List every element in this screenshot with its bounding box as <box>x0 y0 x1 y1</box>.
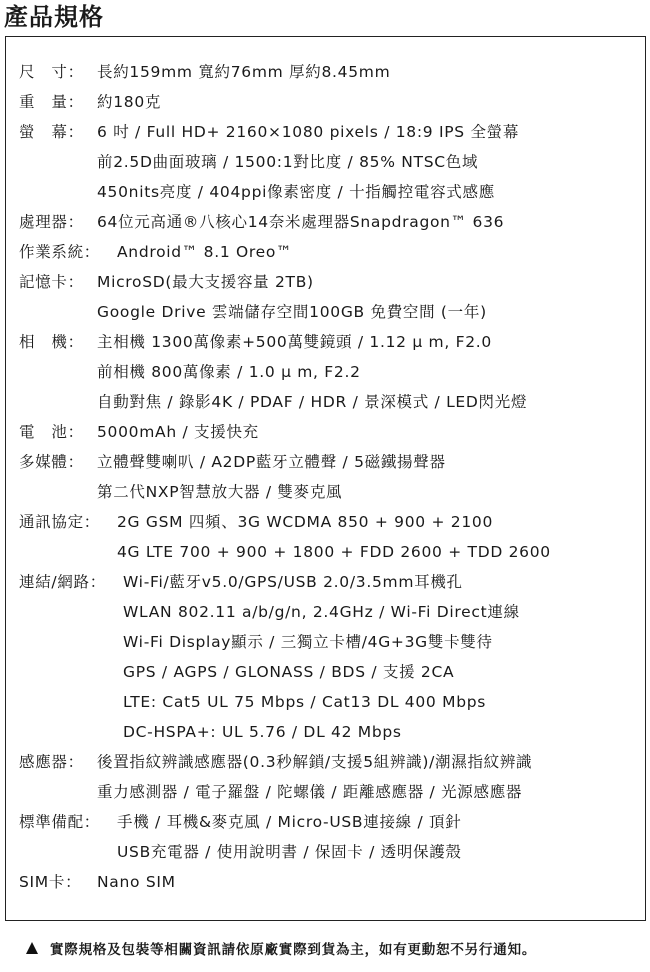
spec-row <box>19 57 644 87</box>
spec-value-line: Google Drive 雲端儲存空間100GB 免費空間 (一年) <box>97 303 487 321</box>
spec-row <box>19 507 644 567</box>
spec-value-line: 自動對焦 / 錄影4K / PDAF / HDR / 景深模式 / LED閃光燈 <box>97 393 528 411</box>
spec-row <box>19 327 644 417</box>
spec-row <box>19 567 644 747</box>
spec-label: 電 池： <box>19 423 84 441</box>
spec-value-line: 2G GSM 四頻、3G WCDMA 850 + 900 + 2100 <box>117 513 494 531</box>
footer-text: 實際規格及包裝等相關資訊請依原廠實際到貨為主，如有更動恕不另行通知。 <box>50 942 537 958</box>
spec-row <box>19 747 644 807</box>
spec-label: SIM卡： <box>19 873 82 891</box>
spec-value-line: 前相機 800萬像素 / 1.0 μ m, F2.2 <box>97 363 361 381</box>
spec-label: 處理器： <box>19 213 84 231</box>
spec-value-line: 第二代NXP智慧放大器 / 雙麥克風 <box>97 483 343 501</box>
spec-value-line: DC-HSPA+: UL 5.76 / DL 42 Mbps <box>123 723 402 741</box>
spec-label: 相 機： <box>19 333 84 351</box>
spec-value-line: 手機 / 耳機&麥克風 / Micro-USB連接線 / 頂針 <box>117 813 462 831</box>
spec-value-line: USB充電器 / 使用說明書 / 保固卡 / 透明保護殼 <box>117 843 462 861</box>
spec-row <box>19 447 644 507</box>
footer-note <box>26 938 536 958</box>
spec-label: 作業系統： <box>19 243 101 261</box>
spec-value-line: Wi-Fi/藍牙v5.0/GPS/USB 2.0/3.5mm耳機孔 <box>123 573 463 591</box>
spec-value-line: 前2.5D曲面玻璃 / 1500:1對比度 / 85% NTSC色域 <box>97 153 479 171</box>
spec-label: 重 量： <box>19 93 84 111</box>
spec-row <box>19 807 644 867</box>
spec-value-line: GPS / AGPS / GLONASS / BDS / 支援 2CA <box>123 663 455 681</box>
spec-row <box>19 117 644 207</box>
spec-row <box>19 267 644 327</box>
spec-row <box>19 867 644 897</box>
spec-value-line: Wi-Fi Display顯示 / 三獨立卡槽/4G+3G雙卡雙待 <box>123 633 493 651</box>
spec-value-line: 後置指紋辨識感應器(0.3秒解鎖/支援5組辨識)/潮濕指紋辨識 <box>97 753 533 771</box>
warning-triangle-icon <box>26 942 38 954</box>
spec-row <box>19 417 644 447</box>
spec-value-line: Android™ 8.1 Oreo™ <box>117 243 293 261</box>
spec-value-line: 約180克 <box>97 93 162 111</box>
spec-value-line: MicroSD(最大支援容量 2TB) <box>97 273 314 291</box>
spec-value-line: WLAN 802.11 a/b/g/n, 2.4GHz / Wi-Fi Direct連線 <box>123 603 520 621</box>
spec-row <box>19 237 644 267</box>
spec-label: 連結/網路： <box>19 573 106 591</box>
spec-value-line: 450nits亮度 / 404ppi像素密度 / 十指觸控電容式感應 <box>97 183 495 201</box>
spec-value-line: 6 吋 / Full HD+ 2160×1080 pixels / 18:9 IPS 全螢幕 <box>97 123 520 141</box>
spec-value-line: LTE: Cat5 UL 75 Mbps / Cat13 DL 400 Mbps <box>123 693 487 711</box>
spec-label: 多媒體： <box>19 453 84 471</box>
spec-value-line: 主相機 1300萬像素+500萬雙鏡頭 / 1.12 μ m, F2.0 <box>97 333 492 351</box>
spec-value-line: 4G LTE 700 + 900 + 1800 + FDD 2600 + TDD 2600 <box>117 543 551 561</box>
page-title: 產品規格 <box>4 3 104 31</box>
spec-label: 標準備配： <box>19 813 101 831</box>
spec-list <box>19 57 644 897</box>
spec-label: 感應器： <box>19 753 84 771</box>
spec-value-line: 立體聲雙喇叭 / A2DP藍牙立體聲 / 5磁鐵揚聲器 <box>97 453 446 471</box>
spec-value-line: 重力感測器 / 電子羅盤 / 陀螺儀 / 距離感應器 / 光源感應器 <box>97 783 523 801</box>
spec-label: 通訊協定： <box>19 513 101 531</box>
spec-value-line: 長約159mm 寬約76mm 厚約8.45mm <box>97 63 391 81</box>
spec-label: 記憶卡： <box>19 273 84 291</box>
spec-value-line: Nano SIM <box>97 873 176 891</box>
spec-label: 螢 幕： <box>19 123 84 141</box>
spec-value-line: 5000mAh / 支援快充 <box>97 423 259 441</box>
spec-row <box>19 207 644 237</box>
spec-label: 尺 寸： <box>19 63 84 81</box>
spec-value-line: 64位元高通®八核心14奈米處理器Snapdragon™ 636 <box>97 213 505 231</box>
spec-row <box>19 87 644 117</box>
